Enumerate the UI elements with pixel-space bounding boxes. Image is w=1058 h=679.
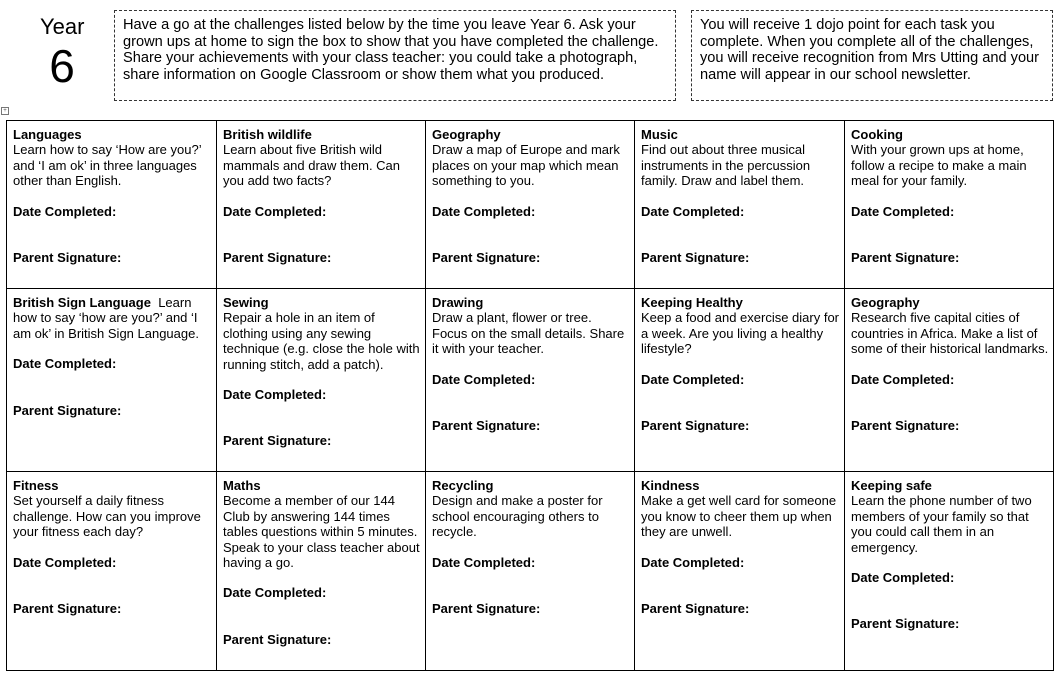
date-completed-label: Date Completed: [641, 554, 745, 570]
challenge-description: Learn how to say ‘How are you?’ and ‘I am ok’ in three languages other than English. [13, 142, 202, 189]
challenge-description: Set yourself a daily fitness challenge. How can you improve your fitness each day? [13, 493, 201, 540]
date-completed-label: Date Completed: [13, 554, 117, 570]
challenge-cell [845, 289, 1054, 472]
date-completed-label: Date Completed: [13, 203, 117, 219]
parent-signature-label: Parent Signature: [432, 601, 541, 617]
challenge-description: Design and make a poster for school encouraging others to recycle. [432, 493, 603, 540]
parent-signature-label: Parent Signature: [432, 418, 541, 434]
parent-signature-label: Parent Signature: [851, 418, 960, 434]
challenge-description: Learn about five British wild mammals and draw them. Can you add two facts? [223, 142, 401, 189]
challenge-title: British Sign Language [13, 295, 151, 310]
challenge-description: Draw a plant, flower or tree. Focus on the small details. Share it with your teacher. [432, 310, 625, 357]
table-anchor-icon: + [1, 107, 9, 115]
date-completed-label: Date Completed: [223, 387, 327, 403]
challenge-grid [6, 120, 1054, 671]
challenge-description: Repair a hole in an item of clothing using any sewing technique (e.g. close the hole with running stitch, add a patch). [223, 310, 420, 372]
challenge-description: With your grown ups at home, follow a recipe to make a main meal for your family. [851, 142, 1027, 189]
challenge-title: Geography [851, 295, 920, 310]
parent-signature-label: Parent Signature: [223, 631, 332, 647]
challenge-title: Maths [223, 478, 261, 493]
parent-signature-label: Parent Signature: [641, 418, 750, 434]
challenge-title: Keeping Healthy [641, 295, 743, 310]
year-number: 6 [49, 40, 75, 92]
parent-signature-label: Parent Signature: [851, 250, 960, 266]
challenge-cell [426, 121, 635, 289]
date-completed-label: Date Completed: [432, 371, 536, 387]
challenge-title: Recycling [432, 478, 494, 493]
date-completed-label: Date Completed: [641, 371, 745, 387]
challenge-cell [7, 121, 217, 289]
challenge-description: Draw a map of Europe and mark places on your map which mean something to you. [432, 142, 620, 189]
parent-signature-label: Parent Signature: [432, 250, 541, 266]
challenge-cell [7, 472, 217, 671]
challenge-cell [635, 121, 845, 289]
date-completed-label: Date Completed: [432, 554, 536, 570]
challenge-cell [635, 472, 845, 671]
date-completed-label: Date Completed: [13, 356, 117, 372]
challenge-title: Fitness [13, 478, 59, 493]
year-label: Year [40, 14, 85, 39]
challenge-description: Research five capital cities of countries in Africa. Make a list of some of their historical landmarks. [851, 310, 1049, 357]
challenge-cell [426, 289, 635, 472]
challenge-cell [217, 121, 426, 289]
rewards-box: You will receive 1 dojo point for each task you complete. When you complete all of the challenges, you will receive recognition from Mrs Utting and your name will appear in our school newsletter. [691, 10, 1053, 101]
parent-signature-label: Parent Signature: [851, 616, 960, 632]
challenge-title: Sewing [223, 295, 269, 310]
challenge-title: Drawing [432, 295, 484, 310]
challenge-description: Make a get well card for someone you know to cheer them up when they are unwell. [641, 493, 837, 540]
parent-signature-label: Parent Signature: [13, 250, 122, 266]
challenge-description: Learn how to say ‘how are you?’ and ‘I am ok’ in British Sign Language. [13, 295, 199, 341]
date-completed-label: Date Completed: [223, 585, 327, 601]
challenge-cell [7, 289, 217, 472]
parent-signature-label: Parent Signature: [641, 601, 750, 617]
parent-signature-label: Parent Signature: [13, 601, 122, 617]
challenge-title: Kindness [641, 478, 700, 493]
challenge-cell [426, 472, 635, 671]
parent-signature-label: Parent Signature: [223, 433, 332, 449]
challenge-description: Keep a food and exercise diary for a week. Are you living a healthy lifestyle? [641, 310, 840, 357]
challenge-title: British wildlife [223, 127, 312, 142]
challenge-cell [635, 289, 845, 472]
challenge-title: Languages [13, 127, 82, 142]
date-completed-label: Date Completed: [223, 203, 327, 219]
challenge-description: Become a member of our 144 Club by answering 144 times tables questions within 5 minutes. Speak to your class teacher about having a go. [223, 493, 420, 571]
date-completed-label: Date Completed: [851, 570, 955, 586]
parent-signature-label: Parent Signature: [13, 402, 122, 418]
parent-signature-label: Parent Signature: [223, 250, 332, 266]
challenge-row [7, 289, 1054, 472]
challenge-cell [845, 472, 1054, 671]
date-completed-label: Date Completed: [851, 371, 955, 387]
challenge-description: Learn the phone number of two members of your family so that you could call them in an emergency. [851, 493, 1032, 555]
parent-signature-label: Parent Signature: [641, 250, 750, 266]
date-completed-label: Date Completed: [851, 203, 955, 219]
challenge-title: Music [641, 127, 678, 142]
challenge-title: Cooking [851, 127, 903, 142]
instructions-box: Have a go at the challenges listed below by the time you leave Year 6. Ask your grown ups at home to sign the box to show that you have completed the challenge. Share your achievements with your class teacher: you could take a photograph, share information on Google Classroom or show them what you produced. [114, 10, 676, 101]
date-completed-label: Date Completed: [432, 203, 536, 219]
challenge-title: Geography [432, 127, 501, 142]
challenge-title: Keeping safe [851, 478, 932, 493]
challenge-row [7, 472, 1054, 671]
challenge-description: Find out about three musical instruments in the percussion family. Draw and label them. [641, 142, 811, 189]
challenge-cell [217, 472, 426, 671]
date-completed-label: Date Completed: [641, 203, 745, 219]
challenge-row [7, 121, 1054, 289]
challenge-cell [217, 289, 426, 472]
challenge-cell [845, 121, 1054, 289]
